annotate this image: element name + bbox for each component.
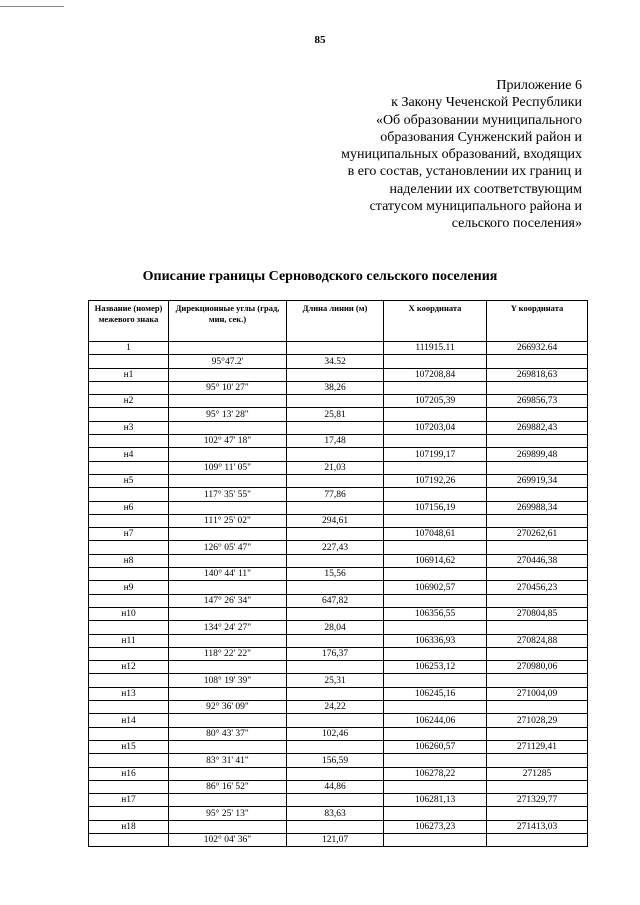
- cell-line-length: [287, 501, 384, 514]
- cell-x-coordinate: 106902,57: [384, 581, 487, 594]
- cell-x-coordinate: [384, 488, 487, 501]
- table-row: [89, 541, 588, 554]
- table-row: [89, 594, 588, 607]
- cell-x-coordinate: [384, 461, 487, 474]
- table-row: [89, 727, 588, 740]
- cell-y-coordinate: [487, 514, 588, 527]
- table-row: [89, 621, 588, 634]
- cell-line-length: 34.52: [287, 355, 384, 368]
- cell-mark-name: н2: [89, 395, 169, 408]
- cell-line-length: 15,56: [287, 568, 384, 581]
- cell-x-coordinate: 106273,23: [384, 820, 487, 833]
- cell-mark-name: [89, 621, 169, 634]
- table-row: [89, 514, 588, 527]
- table-row: [89, 661, 588, 674]
- cell-x-coordinate: [384, 674, 487, 687]
- cell-direction-angle: 92° 36' 09": [169, 701, 287, 714]
- cell-direction-angle: 140° 44' 11": [169, 568, 287, 581]
- cell-direction-angle: [169, 581, 287, 594]
- cell-direction-angle: 83° 31' 41": [169, 754, 287, 767]
- cell-y-coordinate: [487, 461, 588, 474]
- cell-y-coordinate: [487, 488, 588, 501]
- table-row: [89, 568, 588, 581]
- cell-line-length: 25,31: [287, 674, 384, 687]
- cell-y-coordinate: 270446,38: [487, 554, 588, 567]
- cell-line-length: [287, 634, 384, 647]
- cell-y-coordinate: [487, 381, 588, 394]
- cell-direction-angle: 95° 10' 27": [169, 381, 287, 394]
- table-row: [89, 355, 588, 368]
- cell-x-coordinate: 106260,57: [384, 740, 487, 753]
- cell-y-coordinate: 271028,29: [487, 714, 588, 727]
- cell-y-coordinate: 266932.64: [487, 342, 588, 355]
- cell-y-coordinate: 271285: [487, 767, 588, 780]
- cell-direction-angle: [169, 634, 287, 647]
- header-y-coordinate: Y координата: [487, 301, 588, 342]
- cell-line-length: [287, 474, 384, 487]
- cell-y-coordinate: 269899,48: [487, 448, 588, 461]
- table-row: [89, 461, 588, 474]
- cell-line-length: [287, 767, 384, 780]
- cell-y-coordinate: 269919,34: [487, 474, 588, 487]
- cell-y-coordinate: [487, 701, 588, 714]
- cell-y-coordinate: [487, 408, 588, 421]
- cell-direction-angle: 109° 11' 05": [169, 461, 287, 474]
- cell-x-coordinate: 107192,26: [384, 474, 487, 487]
- cell-line-length: [287, 687, 384, 700]
- cell-line-length: [287, 661, 384, 674]
- cell-x-coordinate: [384, 594, 487, 607]
- appendix-line: к Закону Чеченской Республики: [391, 95, 582, 111]
- cell-mark-name: [89, 514, 169, 527]
- table-row: [89, 474, 588, 487]
- header-direction-angle: Дирекционные углы (град, мин, сек.): [169, 301, 287, 342]
- cell-line-length: [287, 395, 384, 408]
- boundary-table: [88, 300, 588, 847]
- cell-y-coordinate: [487, 780, 588, 793]
- cell-line-length: [287, 740, 384, 753]
- document-title: Описание границы Серноводского сельского поселения: [142, 269, 498, 284]
- cell-mark-name: н18: [89, 820, 169, 833]
- cell-mark-name: н11: [89, 634, 169, 647]
- cell-y-coordinate: [487, 807, 588, 820]
- table-row: [89, 501, 588, 514]
- cell-mark-name: [89, 381, 169, 394]
- cell-line-length: [287, 794, 384, 807]
- cell-y-coordinate: 270456,23: [487, 581, 588, 594]
- cell-y-coordinate: 270804,85: [487, 607, 588, 620]
- cell-mark-name: н10: [89, 607, 169, 620]
- cell-direction-angle: [169, 607, 287, 620]
- cell-line-length: [287, 714, 384, 727]
- cell-x-coordinate: [384, 408, 487, 421]
- cell-line-length: 121,07: [287, 833, 384, 846]
- cell-line-length: [287, 607, 384, 620]
- cell-mark-name: н13: [89, 687, 169, 700]
- cell-x-coordinate: 107203,04: [384, 421, 487, 434]
- cell-line-length: 156,59: [287, 754, 384, 767]
- cell-y-coordinate: 269818,63: [487, 368, 588, 381]
- cell-mark-name: н1: [89, 368, 169, 381]
- table-row: [89, 701, 588, 714]
- cell-x-coordinate: 107205,39: [384, 395, 487, 408]
- table-row: [89, 794, 588, 807]
- cell-y-coordinate: [487, 435, 588, 448]
- appendix-line: статусом муниципального района и: [369, 199, 582, 215]
- page-number: 85: [314, 34, 326, 46]
- cell-y-coordinate: [487, 754, 588, 767]
- cell-direction-angle: 102° 04' 36": [169, 833, 287, 846]
- appendix-line: наделении их соответствующим: [389, 181, 582, 197]
- cell-y-coordinate: 269856,73: [487, 395, 588, 408]
- table-row: [89, 767, 588, 780]
- cell-direction-angle: [169, 767, 287, 780]
- cell-line-length: 38,26: [287, 381, 384, 394]
- table-row: [89, 780, 588, 793]
- cell-direction-angle: [169, 342, 287, 355]
- cell-y-coordinate: [487, 727, 588, 740]
- cell-x-coordinate: [384, 807, 487, 820]
- cell-x-coordinate: 106281,13: [384, 794, 487, 807]
- cell-x-coordinate: 111915.11: [384, 342, 487, 355]
- cell-x-coordinate: 106253,12: [384, 661, 487, 674]
- cell-mark-name: н4: [89, 448, 169, 461]
- cell-mark-name: н8: [89, 554, 169, 567]
- cell-direction-angle: 134° 24' 27": [169, 621, 287, 634]
- header-line-length: Длина линии (м): [287, 301, 384, 342]
- cell-line-length: 83,63: [287, 807, 384, 820]
- cell-line-length: 77,86: [287, 488, 384, 501]
- cell-mark-name: н12: [89, 661, 169, 674]
- cell-x-coordinate: [384, 541, 487, 554]
- cell-y-coordinate: 271413,03: [487, 820, 588, 833]
- cell-direction-angle: [169, 794, 287, 807]
- cell-line-length: 24,22: [287, 701, 384, 714]
- table-row: [89, 435, 588, 448]
- cell-x-coordinate: [384, 727, 487, 740]
- cell-y-coordinate: 271329,77: [487, 794, 588, 807]
- cell-direction-angle: 117° 35' 55": [169, 488, 287, 501]
- cell-line-length: [287, 581, 384, 594]
- appendix-line: Приложение 6: [496, 78, 582, 93]
- table-header-row: [89, 301, 588, 342]
- table-row: [89, 714, 588, 727]
- appendix-line: в его состав, установлении их границ и: [347, 164, 582, 180]
- cell-y-coordinate: [487, 647, 588, 660]
- cell-y-coordinate: [487, 674, 588, 687]
- cell-x-coordinate: [384, 514, 487, 527]
- cell-y-coordinate: [487, 621, 588, 634]
- table-row: [89, 368, 588, 381]
- table-row: [89, 528, 588, 541]
- cell-x-coordinate: 106356,55: [384, 607, 487, 620]
- cell-line-length: 44,86: [287, 780, 384, 793]
- cell-direction-angle: 118° 22' 22": [169, 647, 287, 660]
- cell-x-coordinate: [384, 355, 487, 368]
- cell-direction-angle: [169, 448, 287, 461]
- cell-mark-name: н15: [89, 740, 169, 753]
- cell-y-coordinate: 270824,88: [487, 634, 588, 647]
- cell-x-coordinate: [384, 647, 487, 660]
- cell-y-coordinate: 269882,43: [487, 421, 588, 434]
- cell-y-coordinate: 271004,09: [487, 687, 588, 700]
- table-row: [89, 488, 588, 501]
- cell-x-coordinate: 106336,93: [384, 634, 487, 647]
- cell-mark-name: [89, 355, 169, 368]
- cell-direction-angle: [169, 474, 287, 487]
- cell-mark-name: [89, 541, 169, 554]
- cell-mark-name: [89, 568, 169, 581]
- cell-direction-angle: [169, 395, 287, 408]
- cell-x-coordinate: 107048,61: [384, 528, 487, 541]
- cell-mark-name: [89, 461, 169, 474]
- cell-direction-angle: 147° 26' 34": [169, 594, 287, 607]
- cell-y-coordinate: [487, 568, 588, 581]
- table-row: [89, 647, 588, 660]
- cell-mark-name: [89, 488, 169, 501]
- cell-x-coordinate: 106244,06: [384, 714, 487, 727]
- header-mark-name: Название (номер) межевого знака: [89, 301, 169, 342]
- cell-mark-name: [89, 435, 169, 448]
- cell-y-coordinate: [487, 541, 588, 554]
- table-row: [89, 554, 588, 567]
- cell-direction-angle: [169, 661, 287, 674]
- cell-x-coordinate: [384, 833, 487, 846]
- cell-mark-name: [89, 674, 169, 687]
- table-body: [89, 342, 588, 847]
- cell-direction-angle: 80° 43' 37": [169, 727, 287, 740]
- cell-line-length: [287, 554, 384, 567]
- cell-direction-angle: 95° 25' 13": [169, 807, 287, 820]
- cell-direction-angle: [169, 368, 287, 381]
- table-row: [89, 607, 588, 620]
- cell-x-coordinate: 106278,22: [384, 767, 487, 780]
- cell-x-coordinate: 106245,16: [384, 687, 487, 700]
- cell-direction-angle: 95°47.2': [169, 355, 287, 368]
- table-row: [89, 674, 588, 687]
- cell-line-length: [287, 342, 384, 355]
- table-row: [89, 342, 588, 355]
- cell-line-length: [287, 368, 384, 381]
- appendix-line: «Об образовании муниципального: [375, 112, 582, 128]
- cell-line-length: 25,81: [287, 408, 384, 421]
- cell-line-length: [287, 448, 384, 461]
- cell-line-length: 647,82: [287, 594, 384, 607]
- cell-direction-angle: 108° 19' 39": [169, 674, 287, 687]
- table-row: [89, 395, 588, 408]
- cell-direction-angle: [169, 501, 287, 514]
- table-row: [89, 820, 588, 833]
- cell-mark-name: [89, 780, 169, 793]
- cell-direction-angle: [169, 421, 287, 434]
- cell-direction-angle: [169, 528, 287, 541]
- cell-x-coordinate: [384, 701, 487, 714]
- table-row: [89, 833, 588, 846]
- cell-direction-angle: 111° 25' 02": [169, 514, 287, 527]
- cell-x-coordinate: 107199,17: [384, 448, 487, 461]
- table-row: [89, 581, 588, 594]
- cell-direction-angle: 95° 13' 28": [169, 408, 287, 421]
- cell-x-coordinate: [384, 754, 487, 767]
- cell-x-coordinate: [384, 780, 487, 793]
- cell-y-coordinate: [487, 833, 588, 846]
- cell-mark-name: [89, 647, 169, 660]
- cell-mark-name: н16: [89, 767, 169, 780]
- cell-mark-name: н17: [89, 794, 169, 807]
- table-row: [89, 448, 588, 461]
- cell-mark-name: [89, 833, 169, 846]
- cell-direction-angle: [169, 740, 287, 753]
- cell-mark-name: 1: [89, 342, 169, 355]
- cell-line-length: [287, 820, 384, 833]
- cell-x-coordinate: 106914,62: [384, 554, 487, 567]
- scan-corner-line: [0, 6, 64, 7]
- cell-y-coordinate: 271129,41: [487, 740, 588, 753]
- cell-direction-angle: 102° 47' 18": [169, 435, 287, 448]
- cell-direction-angle: 86° 16' 52": [169, 780, 287, 793]
- appendix-line: муниципальных образований, входящих: [341, 147, 582, 163]
- cell-y-coordinate: [487, 594, 588, 607]
- cell-mark-name: н3: [89, 421, 169, 434]
- cell-line-length: [287, 421, 384, 434]
- table-row: [89, 807, 588, 820]
- appendix-line: образования Сунженский район и: [380, 129, 582, 145]
- cell-x-coordinate: [384, 381, 487, 394]
- appendix-line: сельского поселения»: [451, 216, 582, 232]
- cell-direction-angle: [169, 714, 287, 727]
- cell-line-length: 102,46: [287, 727, 384, 740]
- cell-mark-name: [89, 727, 169, 740]
- header-x-coordinate: X координата: [384, 301, 487, 342]
- cell-mark-name: [89, 754, 169, 767]
- table-row: [89, 740, 588, 753]
- table-row: [89, 687, 588, 700]
- cell-mark-name: [89, 701, 169, 714]
- cell-line-length: [287, 528, 384, 541]
- cell-mark-name: н9: [89, 581, 169, 594]
- cell-line-length: 294,61: [287, 514, 384, 527]
- cell-direction-angle: [169, 554, 287, 567]
- table-row: [89, 754, 588, 767]
- cell-y-coordinate: 269988,34: [487, 501, 588, 514]
- cell-x-coordinate: [384, 435, 487, 448]
- appendix-caption: [252, 77, 582, 233]
- cell-direction-angle: [169, 820, 287, 833]
- cell-x-coordinate: [384, 568, 487, 581]
- table-row: [89, 421, 588, 434]
- cell-y-coordinate: 270262,61: [487, 528, 588, 541]
- cell-direction-angle: 126° 05' 47": [169, 541, 287, 554]
- cell-x-coordinate: 107208,84: [384, 368, 487, 381]
- cell-line-length: 21,03: [287, 461, 384, 474]
- cell-line-length: 17,48: [287, 435, 384, 448]
- cell-mark-name: н14: [89, 714, 169, 727]
- cell-mark-name: н5: [89, 474, 169, 487]
- table-row: [89, 381, 588, 394]
- table-row: [89, 408, 588, 421]
- cell-y-coordinate: 270980,06: [487, 661, 588, 674]
- cell-y-coordinate: [487, 355, 588, 368]
- cell-line-length: 176,37: [287, 647, 384, 660]
- cell-mark-name: н6: [89, 501, 169, 514]
- cell-mark-name: [89, 408, 169, 421]
- table-row: [89, 634, 588, 647]
- cell-direction-angle: [169, 687, 287, 700]
- cell-mark-name: [89, 594, 169, 607]
- cell-x-coordinate: [384, 621, 487, 634]
- cell-mark-name: [89, 807, 169, 820]
- cell-x-coordinate: 107156,19: [384, 501, 487, 514]
- cell-mark-name: н7: [89, 528, 169, 541]
- cell-line-length: 28,04: [287, 621, 384, 634]
- cell-line-length: 227,43: [287, 541, 384, 554]
